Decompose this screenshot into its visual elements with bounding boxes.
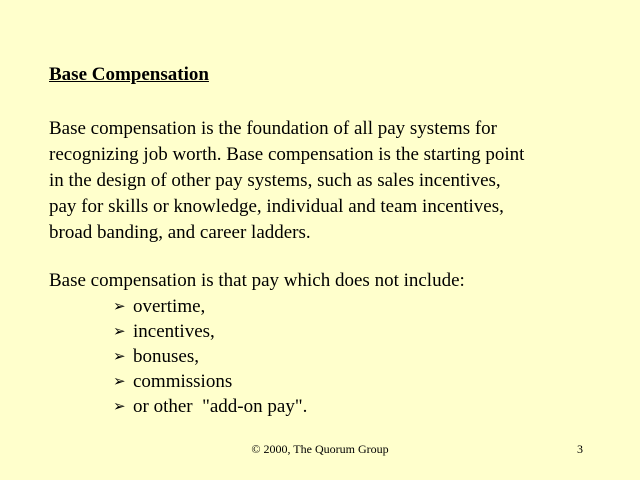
list-item-text: overtime, xyxy=(133,296,206,317)
list-item xyxy=(113,294,307,319)
paragraph-line: recognizing job worth. Base compensation is the starting point xyxy=(49,144,525,165)
list-item xyxy=(113,369,307,394)
list-item-text: incentives, xyxy=(133,321,215,342)
slide-title: Base Compensation xyxy=(49,64,209,85)
list-item-text: or other "add-on pay". xyxy=(133,396,308,417)
exclusions-intro: Base compensation is that pay which does not include: xyxy=(49,270,465,291)
paragraph-line: Base compensation is the foundation of all pay systems for xyxy=(49,118,497,139)
paragraph-line: pay for skills or knowledge, individual and team incentives, xyxy=(49,196,504,217)
arrowhead-bullet-icon: ➢ xyxy=(113,372,126,390)
list-item xyxy=(113,394,307,419)
exclusions-list xyxy=(113,294,307,419)
arrowhead-bullet-icon: ➢ xyxy=(113,322,126,340)
paragraph-line: broad banding, and career ladders. xyxy=(49,222,311,243)
arrowhead-bullet-icon: ➢ xyxy=(113,297,126,315)
arrowhead-bullet-icon: ➢ xyxy=(113,397,126,415)
body-paragraph xyxy=(49,116,609,246)
arrowhead-bullet-icon: ➢ xyxy=(113,347,126,365)
list-item-text: bonuses, xyxy=(133,346,199,367)
footer-copyright: © 2000, The Quorum Group xyxy=(251,442,389,456)
page-number: 3 xyxy=(577,442,583,456)
list-item xyxy=(113,344,307,369)
list-item-text: commissions xyxy=(133,371,233,392)
paragraph-line: in the design of other pay systems, such as sales incentives, xyxy=(49,170,501,191)
list-item xyxy=(113,319,307,344)
